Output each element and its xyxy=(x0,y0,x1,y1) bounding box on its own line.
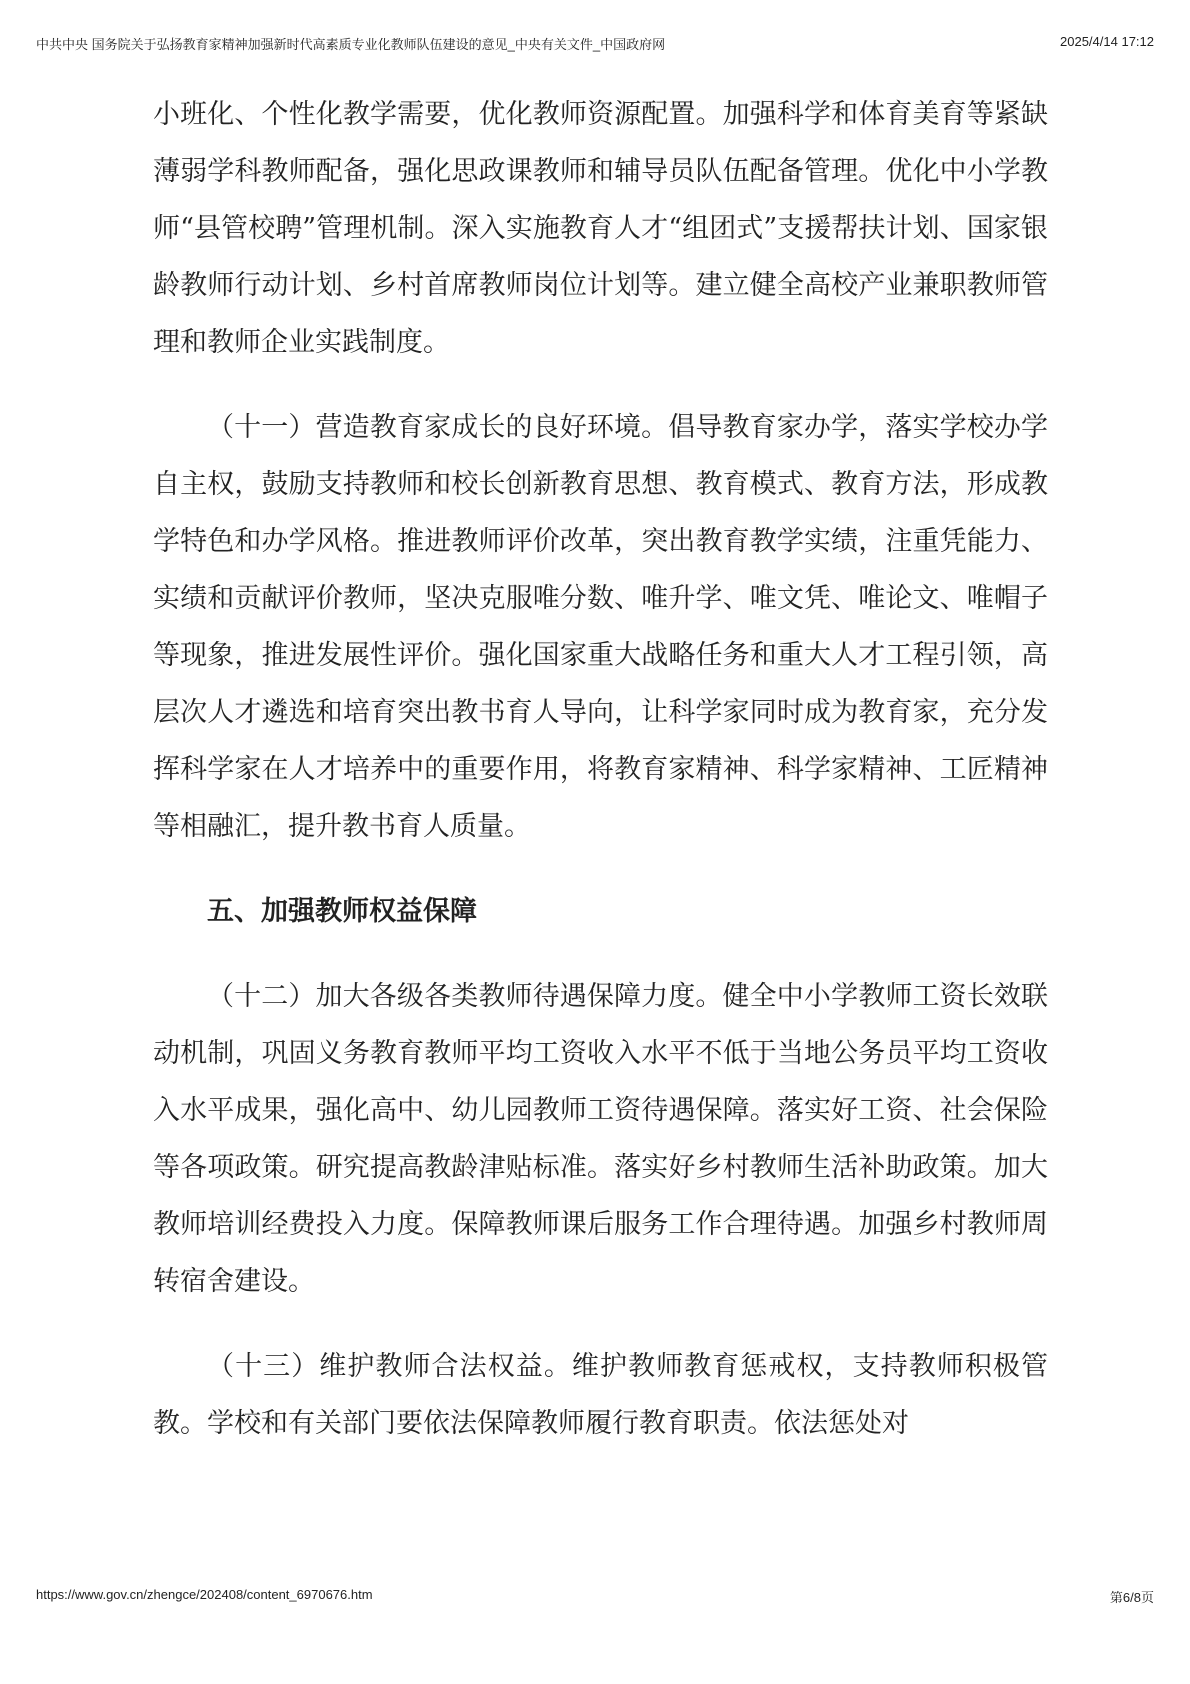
page-url: https://www.gov.cn/zhengce/202408/content_6970676.htm xyxy=(36,1587,373,1602)
paragraph-12: （十二）加大各级各类教师待遇保障力度。健全中小学教师工资长效联动机制，巩固义务教育教师平均工资收入水平不低于当地公务员平均工资收入水平成果，强化高中、幼儿园教师工资待遇保障。落实好工资、社会保险等各项政策。研究提高教龄津贴标准。落实好乡村教师生活补助政策。加大教师培训经费投入力度。保障教师课后服务工作合理待遇。加强乡村教师周转宿舍建设。 xyxy=(153,981,1048,1297)
print-header xyxy=(36,34,1154,53)
page-number: 第6/8页 xyxy=(1109,1590,1154,1605)
paragraph-11: （十一）营造教育家成长的良好环境。倡导教育家办学，落实学校办学自主权，鼓励支持教师和校长创新教育思想、教育模式、教育方法，形成教学特色和办学风格。推进教师评价改革，突出教育教学实绩，注重凭能力、实绩和贡献评价教师，坚决克服唯分数、唯升学、唯文凭、唯论文、唯帽子等现象，推进发展性评价。强化国家重大战略任务和重大人才工程引领，高层次人才遴选和培育突出教书育人导向，让科学家同时成为教育家，充分发挥科学家在人才培养中的重要作用，将教育家精神、科学家精神、工匠精神等相融汇，提升教书育人质量。 xyxy=(153,412,1048,842)
print-footer xyxy=(36,1587,1154,1606)
print-datetime: 2025/4/14 17:12 xyxy=(1060,34,1154,49)
section-heading: 五、加强教师权益保障 xyxy=(207,896,477,927)
document-title: 中共中央 国务院关于弘扬教育家精神加强新时代高素质专业化教师队伍建设的意见_中央有关文件_中国政府网 xyxy=(36,37,666,52)
paragraph-continued: 小班化、个性化教学需要，优化教师资源配置。加强科学和体育美育等紧缺薄弱学科教师配备，强化思政课教师和辅导员队伍配备管理。优化中小学教师“县管校聘”管理机制。深入实施教育人才“组团式”支援帮扶计划、国家银龄教师行动计划、乡村首席教师岗位计划等。建立健全高校产业兼职教师管理和教师企业实践制度。 xyxy=(153,99,1048,358)
paragraph-13: （十三）维护教师合法权益。维护教师教育惩戒权，支持教师积极管教。学校和有关部门要依法保障教师履行教育职责。依法惩处对 xyxy=(153,1351,1048,1439)
document-body xyxy=(153,86,1048,1480)
